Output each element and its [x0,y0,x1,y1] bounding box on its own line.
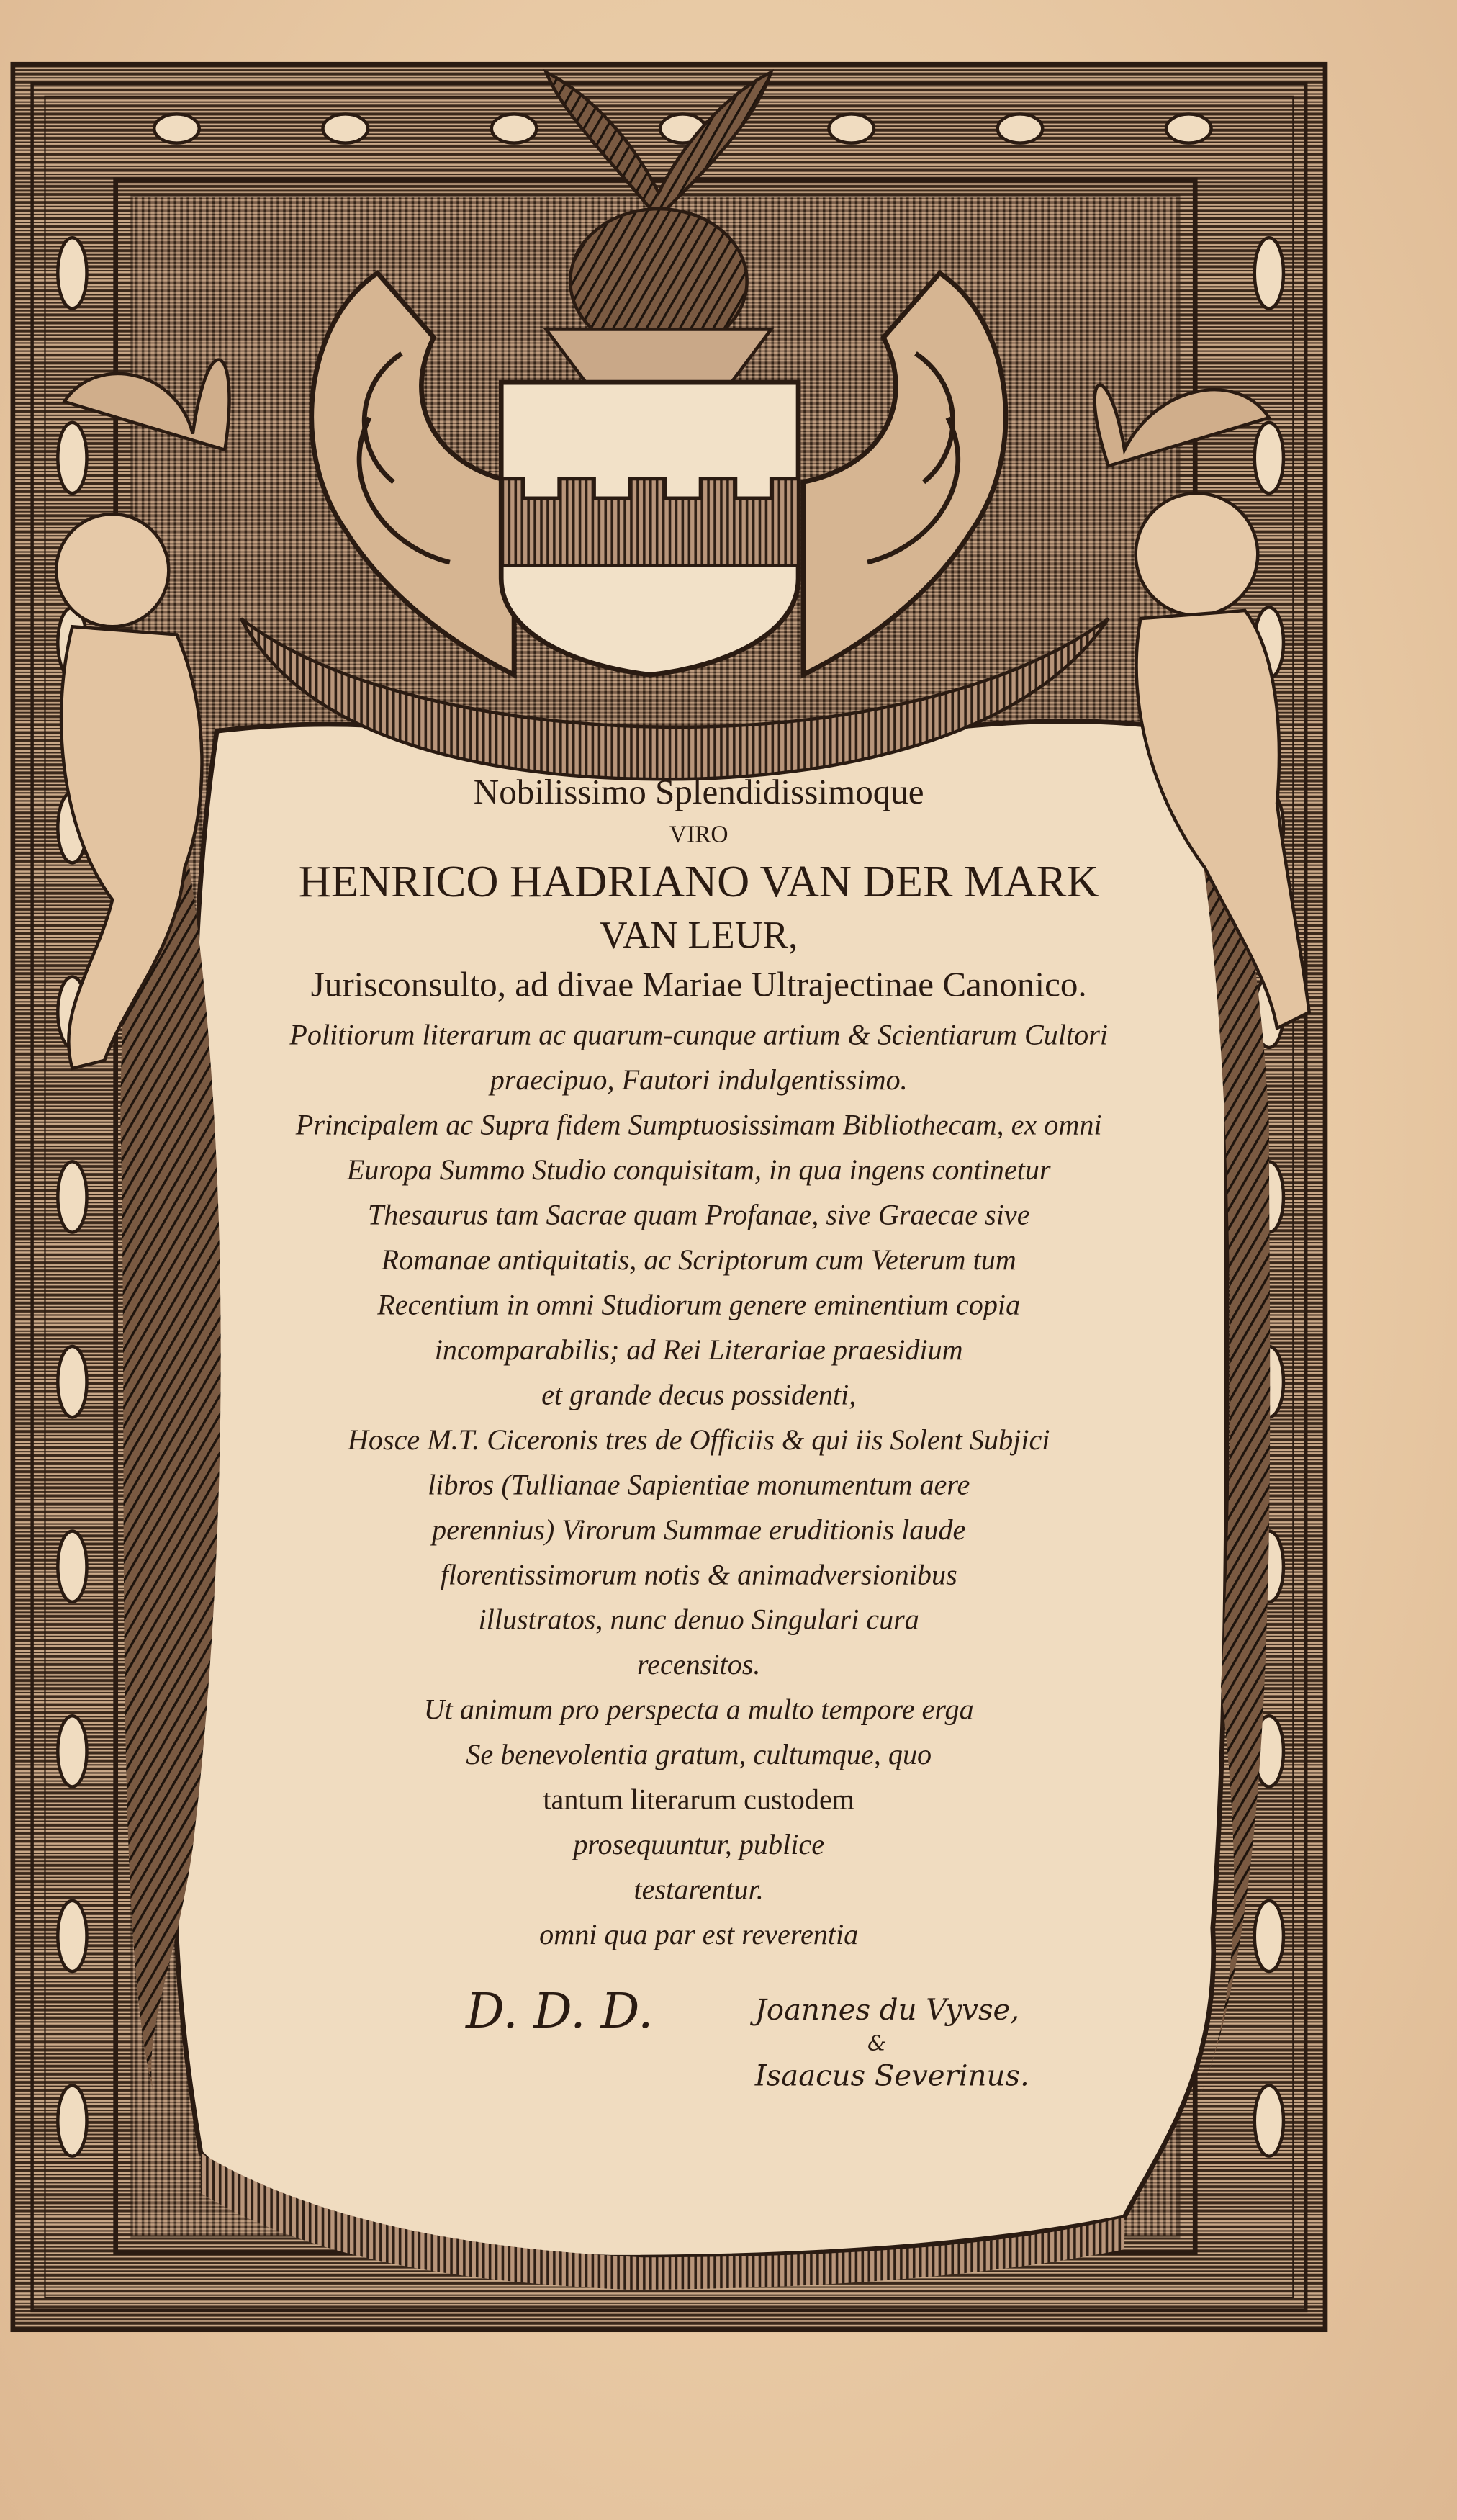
frame-cartouche [1255,423,1284,493]
dedication-line: Jurisconsulto, ad divae Mariae Ultrajectinae Canonico. [310,964,1087,1004]
frame-cartouche [1255,1901,1284,1971]
frame-cartouche [58,1346,86,1417]
dedication-line: Ut animum pro perspecta a multo tempore erga [423,1693,974,1726]
signatory-isaacus: Isaacus Severinus. [754,2059,1029,2093]
frame-cartouche [58,423,86,493]
dedication-line: tantum literarum custodem [543,1783,855,1816]
frame-rosette [829,114,873,143]
cherub-right-head [1136,493,1258,616]
dedication-line: Politiorum literarum ac quarum-cunque artium & Scientiarum Cultori [289,1018,1108,1051]
ddd-abbreviation: D. D. D. [466,1983,654,2040]
dedication-line: prosequuntur, publice [573,1828,825,1861]
frame-cartouche [1255,238,1284,308]
dedication-line: Se benevolentia gratum, cultumque, quo [466,1738,932,1771]
frame-cartouche [1255,2085,1284,2156]
dedication-line: VIRO [669,821,728,848]
dedication-line: perennius) Virorum Summae eruditionis laude [432,1513,966,1546]
dedication-line: recensitos. [637,1648,761,1681]
dedication-line: illustratos, nunc denuo Singulari cura [478,1603,919,1636]
dedication-line: florentissimorum notis & animadversionibus [440,1558,957,1591]
dedication-line: libros (Tullianae Sapientiae monumentum aere [428,1468,970,1501]
frame-rosette [154,114,199,143]
frame-rosette [323,114,368,143]
dedication-line: praecipuo, Fautori indulgentissimo. [490,1063,908,1096]
signatory-ampersand: & [867,2030,886,2056]
dedication-line: Recentium in omni Studiorum genere eminentium copia [377,1288,1021,1321]
dedication-line: incomparabilis; ad Rei Literariae praesidium [434,1333,963,1366]
frame-cartouche [58,1716,86,1786]
dedication-line: VAN LEUR, [599,913,798,957]
dedication-line: Romanae antiquitatis, ac Scriptorum cum Veterum tum [381,1243,1016,1276]
frame-rosette [1166,114,1211,143]
frame-cartouche [58,1531,86,1602]
dedication-line: omni qua par est reverentia [539,1918,859,1951]
signatory-joannes: Joannes du Vyvse, [754,1993,1020,2027]
dedication-line: Thesaurus tam Sacrae quam Profanae, sive Graecae sive [367,1198,1030,1231]
frame-rosette [492,114,536,143]
dedication-line: Nobilissimo Splendidissimoque [473,771,924,811]
cherub-left-head [56,514,168,626]
dedication-line: testarentur. [633,1873,764,1906]
frame-rosette [998,114,1042,143]
frame-cartouche [58,238,86,308]
dedication-line: HENRICO HADRIANO VAN DER MARK [298,856,1099,907]
frame-cartouche [58,1161,86,1232]
dedication-line: et grande decus possidenti, [541,1378,857,1411]
frame-cartouche [58,1901,86,1971]
frame-cartouche [58,2085,86,2156]
dedication-line: Europa Summo Studio conquisitam, in qua ingens continetur [346,1153,1051,1186]
dedication-line: Principalem ac Supra fidem Sumptuosissimam Bibliothecam, ex omni [295,1108,1102,1141]
dedication-line: Hosce M.T. Ciceronis tres de Officiis & qui iis Solent Subjici [347,1423,1050,1456]
